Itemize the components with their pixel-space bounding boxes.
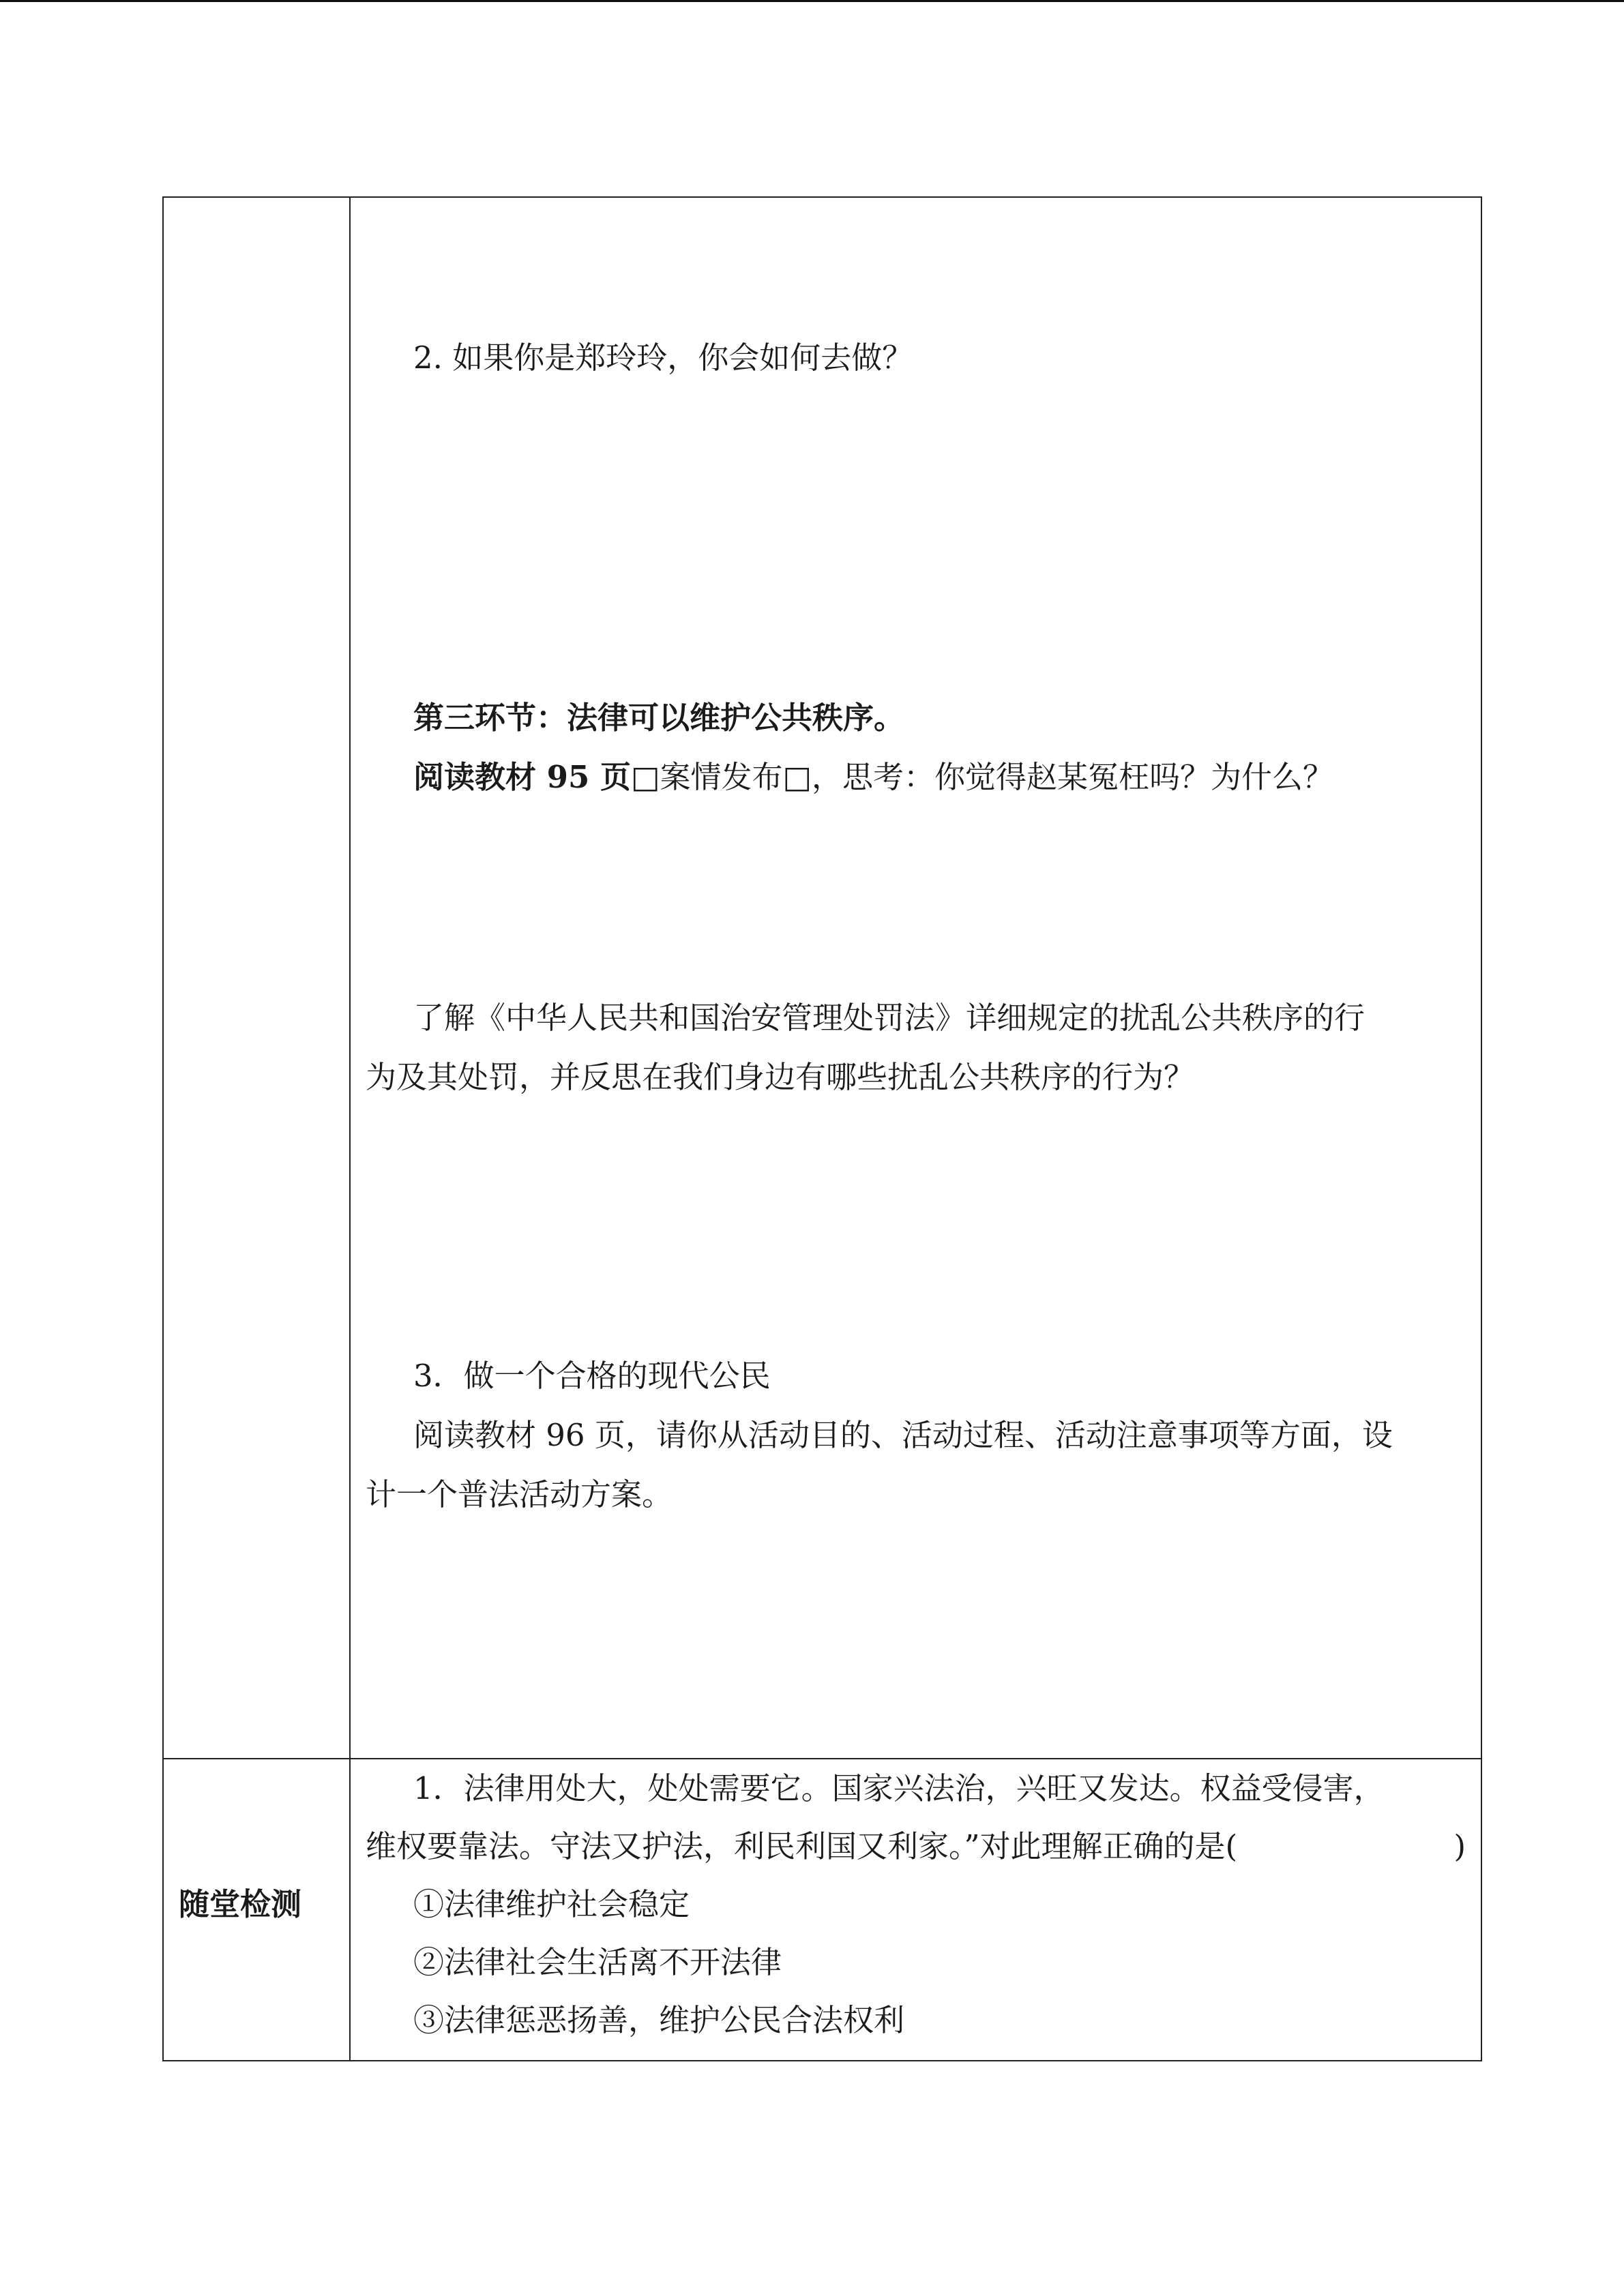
lesson-table — [162, 196, 1482, 2061]
top-border-line — [0, 0, 1624, 2]
content-cell-check — [350, 1759, 1481, 2061]
option-1: ①法律维护社会稳定 — [413, 1886, 690, 1922]
check-question-1-line-2: 维权要靠法。守法又护法，利民利国又利家。”对此理解正确的是( — [366, 1828, 1238, 1864]
question-2: 2. 如果你是郑玲玲，你会如何去做？ — [413, 340, 913, 376]
option-3: ③法律惩恶扬善，维护公民合法权利 — [413, 2002, 905, 2038]
stage-3-prompt-rest: □案情发布□，思考：你觉得赵某冤枉吗？为什么？ — [630, 759, 1334, 795]
table-row-main — [163, 197, 1481, 1759]
question-3-title: 3．做一个合格的现代公民 — [413, 1358, 771, 1394]
understand-line-1: 了解《中华人民共和国治安管理处罚法》详细规定的扰乱公共秩序的行 — [413, 1000, 1365, 1036]
check-question-1-line-1: 1．法律用处大，处处需要它。国家兴法治，兴旺又发达。权益受侵害， — [413, 1770, 1385, 1806]
option-2: ②法律社会生活离不开法律 — [413, 1944, 782, 1980]
stage-3-title: 第三环节：法律可以维护公共秩序。 — [413, 700, 905, 736]
section-label: 随堂检测 — [179, 1886, 302, 1922]
stage-3-prompt — [413, 759, 1334, 795]
label-cell-empty — [163, 197, 350, 1759]
table-row-check — [163, 1759, 1481, 2061]
content-cell-main — [350, 197, 1481, 1759]
question-3-line-2: 计一个普法活动方案。 — [366, 1476, 673, 1512]
stage-3-prompt-bold: 阅读教材 95 页 — [413, 759, 631, 795]
label-cell-check — [163, 1759, 350, 2061]
answer-paren: ) — [1453, 1828, 1466, 1864]
question-3-line-1: 阅读教材 96 页，请你从活动目的、活动过程、活动注意事项等方面，设 — [413, 1417, 1393, 1453]
understand-line-2: 为及其处罚，并反思在我们身边有哪些扰乱公共秩序的行为？ — [366, 1059, 1195, 1095]
